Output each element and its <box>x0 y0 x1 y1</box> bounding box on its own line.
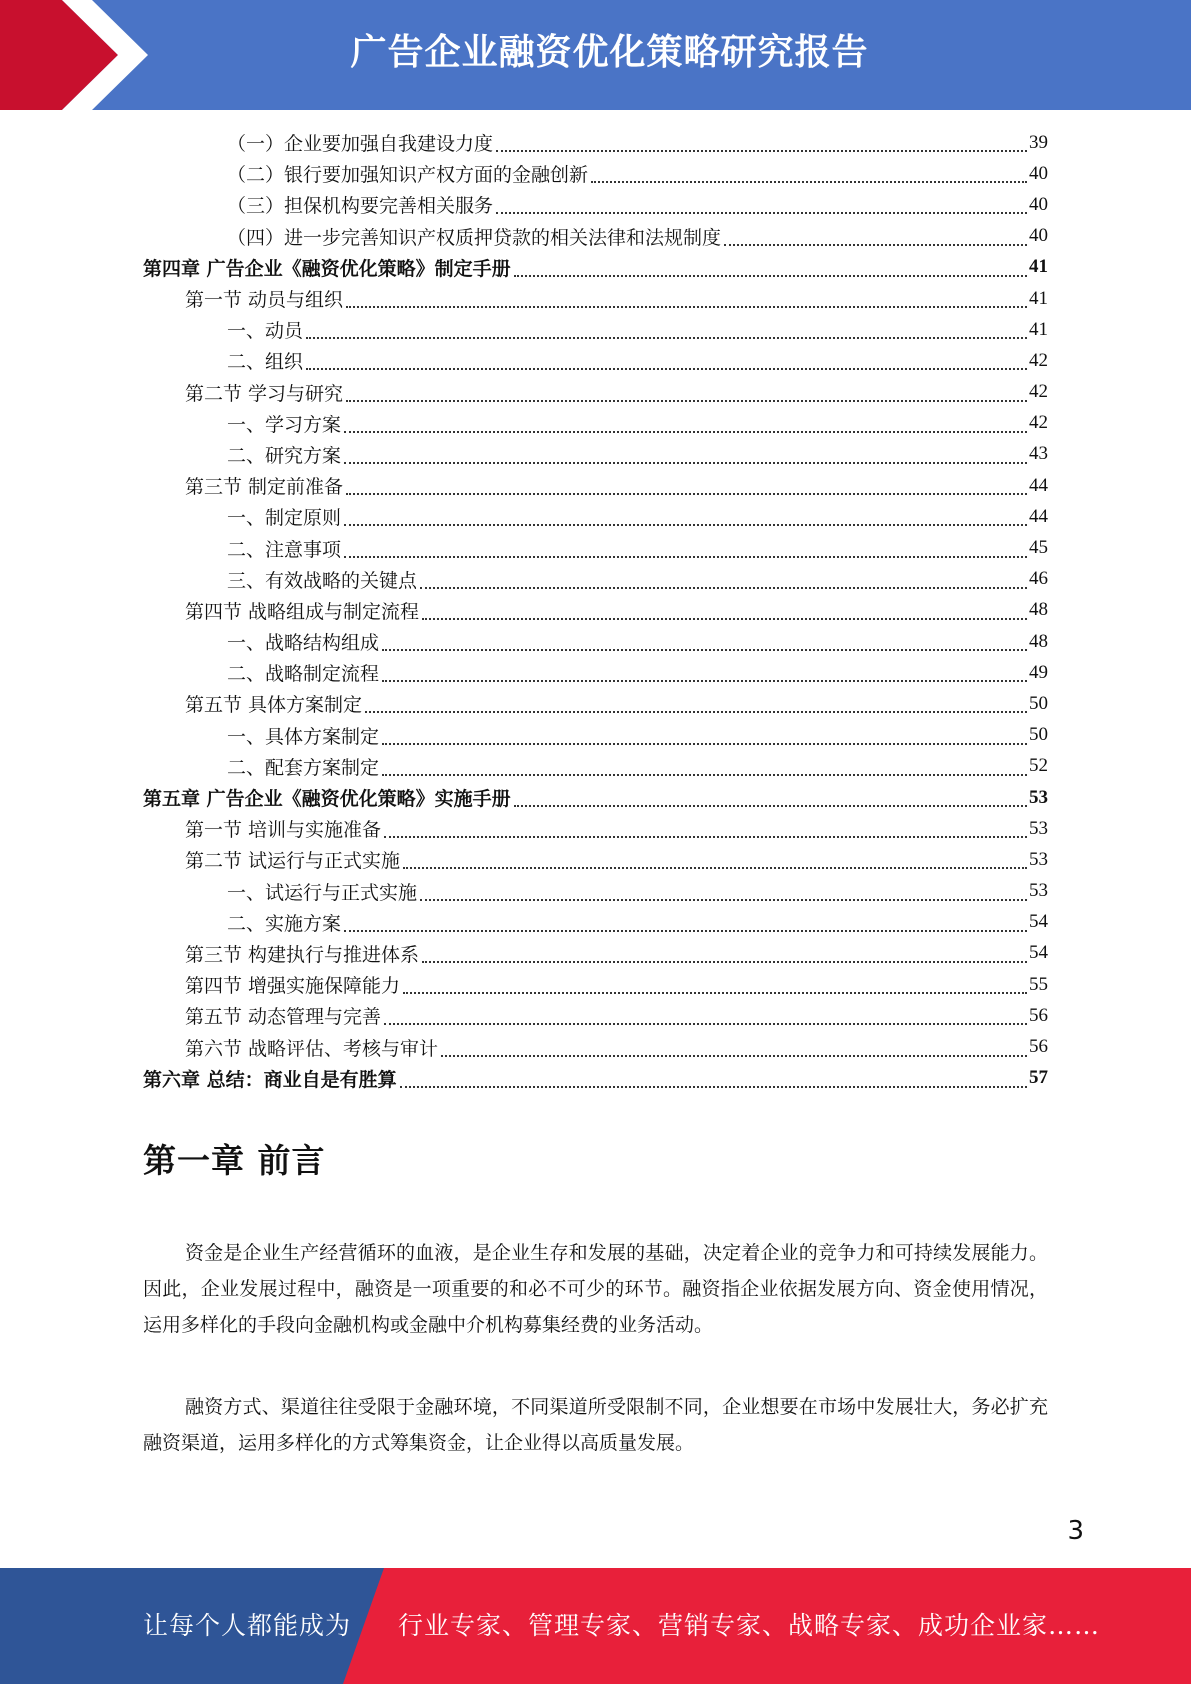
toc-dot-leader <box>400 1067 1027 1088</box>
toc-dot-leader <box>306 349 1027 370</box>
toc-entry-title: 第四节 战略组成与制定流程 <box>185 600 420 623</box>
toc-entry[interactable] <box>143 1000 1048 1031</box>
toc-entry-title: 第三节 构建执行与推进体系 <box>185 943 420 966</box>
toc-dot-leader <box>344 537 1027 558</box>
toc-entry-title: 一、试运行与正式实施 <box>227 881 418 904</box>
toc-page-number: 53 <box>1029 786 1048 808</box>
toc-entry-title: 第五节 具体方案制定 <box>185 694 363 717</box>
toc-entry-title: 二、注意事项 <box>227 538 342 561</box>
toc-dot-leader <box>724 225 1027 246</box>
toc-dot-leader <box>382 755 1027 776</box>
toc-entry[interactable] <box>143 969 1048 1000</box>
footer-slogan-right: 行业专家、管理专家、营销专家、战略专家、成功企业家…… <box>398 1611 1101 1640</box>
toc-dot-leader <box>384 1004 1027 1025</box>
toc-entry[interactable] <box>143 688 1048 719</box>
toc-entry-title: 一、战略结构组成 <box>227 632 380 655</box>
toc-entry[interactable] <box>143 938 1048 969</box>
toc-dot-leader <box>382 661 1027 682</box>
toc-dot-leader <box>403 973 1027 994</box>
toc-entry-title: 二、实施方案 <box>227 912 342 935</box>
toc-entry-title: 第二节 学习与研究 <box>185 382 344 405</box>
toc-entry-title: 第一节 动员与组织 <box>185 289 344 312</box>
toc-page-number: 41 <box>1029 287 1048 309</box>
toc-entry-title: （三）担保机构要完善相关服务 <box>227 195 494 218</box>
toc-entry-title: 第五章 广告企业《融资优化策略》实施手册 <box>143 788 511 811</box>
toc-page-number: 52 <box>1029 755 1048 777</box>
toc-dot-leader <box>591 162 1027 183</box>
toc-page-number: 53 <box>1029 880 1048 902</box>
toc-dot-leader <box>422 942 1027 963</box>
toc-entry[interactable] <box>143 844 1048 875</box>
toc-dot-leader <box>346 474 1027 495</box>
toc-entry-title: 二、组织 <box>227 351 304 374</box>
toc-entry[interactable] <box>143 1031 1048 1062</box>
toc-entry[interactable] <box>143 626 1048 657</box>
toc-dot-leader <box>382 630 1027 651</box>
toc-entry[interactable] <box>143 408 1048 439</box>
toc-page-number: 40 <box>1029 225 1048 247</box>
toc-entry-title: 第一节 培训与实施准备 <box>185 819 382 842</box>
toc-chapter-entry[interactable] <box>143 252 1048 283</box>
toc-entry[interactable] <box>143 189 1048 220</box>
toc-entry[interactable] <box>143 221 1048 252</box>
toc-page-number: 50 <box>1029 692 1048 714</box>
toc-dot-leader <box>420 568 1027 589</box>
toc-entry-title: 第三节 制定前准备 <box>185 476 344 499</box>
toc-entry[interactable] <box>143 158 1048 189</box>
toc-dot-leader <box>441 1036 1027 1057</box>
toc-entry[interactable] <box>143 751 1048 782</box>
toc-entry-title: 第四章 广告企业《融资优化策略》制定手册 <box>143 257 511 280</box>
toc-dot-leader <box>306 318 1027 339</box>
footer-slogan-left: 让每个人都能成为 <box>143 1611 352 1640</box>
body-paragraph-2: 融资方式、渠道往往受限于金融环境，不同渠道所受限制不同，企业想要在市场中发展壮大，务必扩充融资渠道，运用多样化的方式筹集资金，让企业得以高质量发展。 <box>143 1396 1048 1454</box>
toc-entry-title: 二、战略制定流程 <box>227 663 380 686</box>
toc-dot-leader <box>514 786 1027 807</box>
toc-page-number: 43 <box>1029 443 1048 465</box>
toc-dot-leader <box>365 692 1027 713</box>
toc-page-number: 40 <box>1029 193 1048 215</box>
toc-page-number: 39 <box>1029 131 1048 153</box>
toc-entry-title: （一）企业要加强自我建设力度 <box>227 133 494 156</box>
toc-entry[interactable] <box>143 283 1048 314</box>
toc-entry-title: 二、研究方案 <box>227 444 342 467</box>
toc-page-number: 42 <box>1029 381 1048 403</box>
toc-dot-leader <box>346 287 1027 308</box>
toc-page-number: 48 <box>1029 599 1048 621</box>
body-paragraph-1: 资金是企业生产经营循环的血液，是企业生存和发展的基础，决定着企业的竞争力和可持续发展能力。因此，企业发展过程中，融资是一项重要的和必不可少的环节。融资指企业依据发展方向、资金使用情况，运用多样化的手段向金融机构或金融中介机构募集经费的业务活动。 <box>143 1242 1048 1336</box>
toc-entry-title: 第二节 试运行与正式实施 <box>185 850 401 873</box>
toc-entry[interactable] <box>143 439 1048 470</box>
toc-entry-title: 三、有效战略的关键点 <box>227 569 418 592</box>
toc-page-number: 41 <box>1029 318 1048 340</box>
toc-entry-title: 第四节 增强实施保障能力 <box>185 975 401 998</box>
page-number: 3 <box>1067 1516 1084 1546</box>
toc-entry[interactable] <box>143 876 1048 907</box>
toc-page-number: 44 <box>1029 505 1048 527</box>
toc-entry-title: 二、配套方案制定 <box>227 756 380 779</box>
toc-page-number: 46 <box>1029 568 1048 590</box>
toc-entry[interactable] <box>143 470 1048 501</box>
toc-entry-title: 第六章 总结：商业自是有胜算 <box>143 1068 397 1091</box>
toc-dot-leader <box>344 412 1027 433</box>
toc-page-number: 44 <box>1029 474 1048 496</box>
toc-page-number: 48 <box>1029 630 1048 652</box>
toc-page-number: 57 <box>1029 1067 1048 1089</box>
toc-dot-leader <box>514 256 1027 277</box>
toc-page-number: 55 <box>1029 973 1048 995</box>
toc-page-number: 56 <box>1029 1036 1048 1058</box>
toc-dot-leader <box>344 911 1027 932</box>
toc-entry-title: 一、动员 <box>227 320 304 343</box>
toc-page-number: 53 <box>1029 848 1048 870</box>
toc-page-number: 42 <box>1029 412 1048 434</box>
toc-entry[interactable] <box>143 720 1048 751</box>
toc-entry[interactable] <box>143 532 1048 563</box>
toc-dot-leader <box>403 848 1027 869</box>
toc-chapter-entry[interactable] <box>143 1063 1048 1094</box>
chapter-heading: 第一章 前言 <box>143 1141 326 1180</box>
toc-entry[interactable] <box>143 345 1048 376</box>
toc-page-number: 45 <box>1029 537 1048 559</box>
toc-entry[interactable] <box>143 127 1048 158</box>
toc-page-number: 50 <box>1029 724 1048 746</box>
page-header <box>0 0 1191 110</box>
toc-dot-leader <box>382 724 1027 745</box>
toc-entry[interactable] <box>143 907 1048 938</box>
toc-dot-leader <box>344 443 1027 464</box>
toc-dot-leader <box>384 817 1027 838</box>
toc-entry[interactable] <box>143 564 1048 595</box>
toc-entry[interactable] <box>143 501 1048 532</box>
toc-entry[interactable] <box>143 595 1048 626</box>
toc-page-number: 54 <box>1029 911 1048 933</box>
toc-entry-title: 一、学习方案 <box>227 413 342 436</box>
toc-dot-leader <box>422 599 1027 620</box>
toc-entry-title: （四）进一步完善知识产权质押贷款的相关法律和法规制度 <box>227 226 722 249</box>
toc-page-number: 40 <box>1029 162 1048 184</box>
toc-dot-leader <box>496 193 1027 214</box>
toc-entry-title: 第五节 动态管理与完善 <box>185 1006 382 1029</box>
toc-entry[interactable] <box>143 377 1048 408</box>
toc-page-number: 42 <box>1029 349 1048 371</box>
toc-entry-title: 一、制定原则 <box>227 507 342 530</box>
table-of-contents <box>143 127 1048 1094</box>
page-footer <box>0 1568 1191 1684</box>
toc-entry[interactable] <box>143 813 1048 844</box>
toc-entry[interactable] <box>143 314 1048 345</box>
toc-page-number: 49 <box>1029 661 1048 683</box>
toc-entry-title: 第六节 战略评估、考核与审计 <box>185 1037 439 1060</box>
toc-entry[interactable] <box>143 657 1048 688</box>
toc-page-number: 53 <box>1029 817 1048 839</box>
toc-dot-leader <box>344 505 1027 526</box>
toc-page-number: 56 <box>1029 1004 1048 1026</box>
toc-dot-leader <box>420 880 1027 901</box>
toc-dot-leader <box>496 131 1027 152</box>
toc-entry-title: 一、具体方案制定 <box>227 725 380 748</box>
toc-entry-title: （二）银行要加强知识产权方面的金融创新 <box>227 164 589 187</box>
toc-chapter-entry[interactable] <box>143 782 1048 813</box>
toc-dot-leader <box>346 381 1027 402</box>
header-title: 广告企业融资优化策略研究报告 <box>350 32 869 73</box>
toc-page-number: 41 <box>1029 256 1048 278</box>
toc-page-number: 54 <box>1029 942 1048 964</box>
